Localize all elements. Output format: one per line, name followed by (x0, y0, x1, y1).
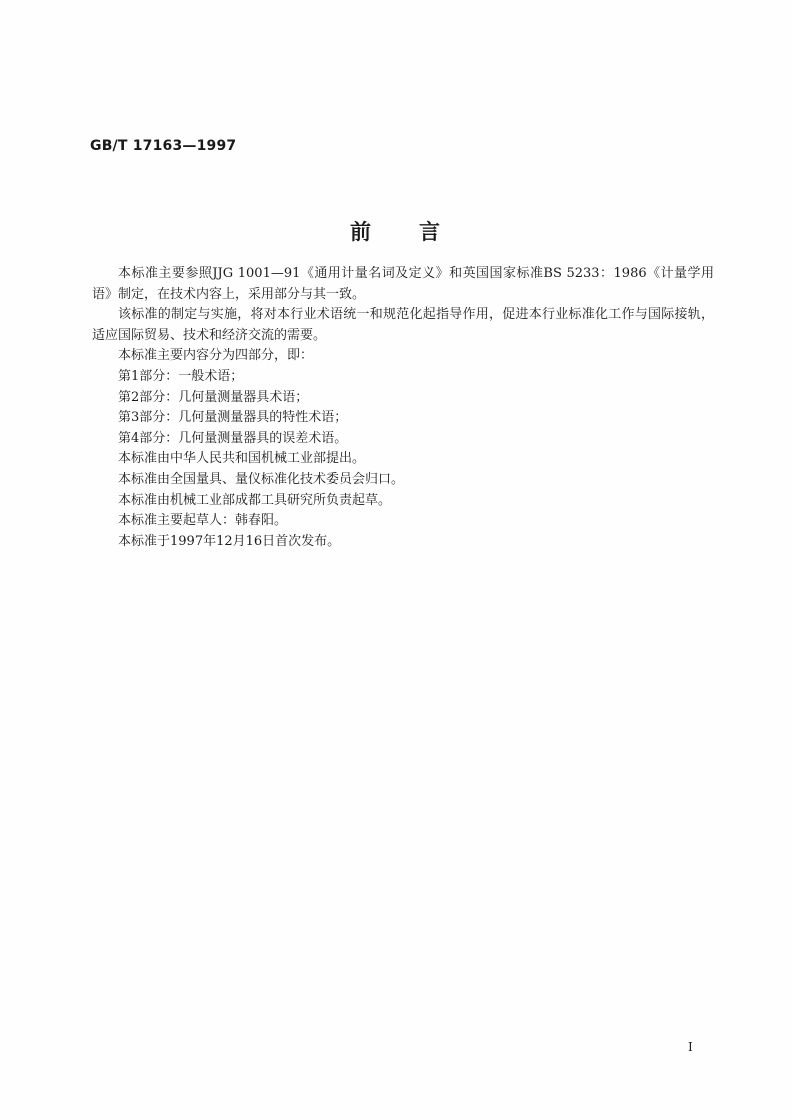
page-title (0, 216, 792, 246)
list-item-part-2: 第2部分：几何量测量器具术语； (118, 389, 309, 405)
paragraph-first-release: 本标准于1997年12月16日首次发布。 (118, 533, 341, 549)
standard-code: GB/T 17163—1997 (90, 138, 237, 154)
list-item-part-3: 第3部分：几何量测量器具的特性术语； (118, 410, 348, 426)
paragraph-committee: 本标准由全国量具、量仪标准化技术委员会归口。 (118, 471, 405, 487)
page-number: I (688, 1040, 693, 1054)
paragraph-drafters: 本标准主要起草人：韩春阳。 (118, 513, 288, 529)
list-item-part-1: 第1部分：一般术语； (118, 368, 244, 384)
paragraph-purpose: 该标准的制定与实施，将对本行业术语统一和规范化起指导作用，促进本行业标准化工作与国际接轨，适应国际贸易、技术和经济交流的需要。 (92, 307, 714, 343)
paragraph-contents-intro: 本标准主要内容分为四部分，即： (118, 348, 314, 364)
title-char-2: 言 (419, 220, 442, 244)
foreword-body (92, 264, 714, 552)
paragraph-drafting-unit: 本标准由机械工业部成都工具研究所负责起草。 (118, 492, 392, 508)
paragraph-proposer: 本标准由中华人民共和国机械工业部提出。 (118, 451, 366, 467)
title-char-1: 前 (350, 220, 373, 244)
list-item-part-4: 第4部分：几何量测量器具的误差术语。 (118, 430, 348, 446)
paragraph-reference: 本标准主要参照JJG 1001—91《通用计量名词及定义》和英国国家标准BS 5233：1986《计量学用语》制定，在技术内容上，采用部分与其一致。 (92, 266, 714, 302)
